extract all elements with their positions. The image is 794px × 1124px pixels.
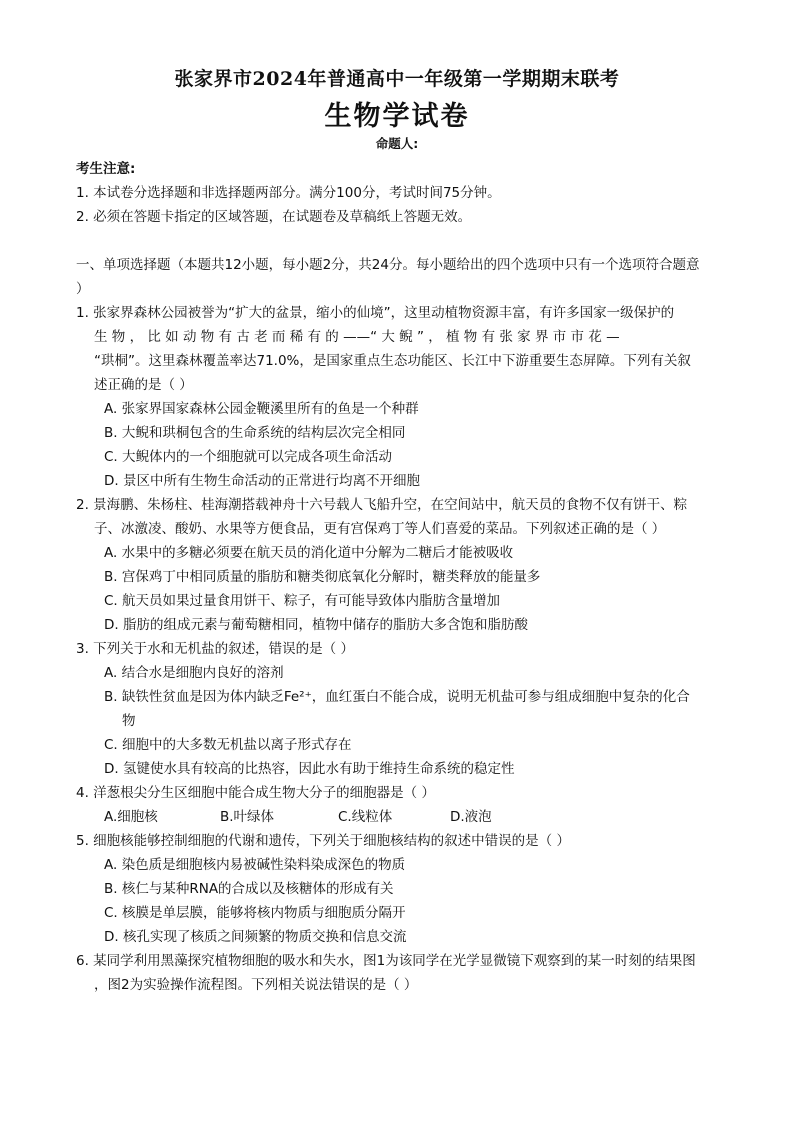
subject-title: 生物学试卷 <box>324 101 470 132</box>
question-1-option-d: D. 景区中所有生物生命活动的正常进行均离不开细胞 <box>104 473 420 489</box>
question-1-stem: “珙桐”。这里森林覆盖率达71.0%，是国家重点生态功能区、长江中下游重要生态屏障。下列有关叙 <box>94 353 691 369</box>
question-4-option-a: A.细胞核 <box>104 809 158 825</box>
question-3-option-a: A. 结合水是细胞内良好的溶剂 <box>104 665 284 681</box>
question-1-stem: 1. 张家界森林公园被誉为“扩大的盆景，缩小的仙境”，这里动植物资源丰富，有许多国家一级保护的 <box>76 305 675 321</box>
question-4-option-d: D.液泡 <box>450 809 492 825</box>
exam-title: 张家界市2024年普通高中一年级第一学期期末联考 <box>174 68 620 90</box>
question-5-option-d: D. 核孔实现了核质之间频繁的物质交换和信息交流 <box>104 929 407 945</box>
question-1-stem: 生 物 ， 比 如 动 物 有 古 老 而 稀 有 的 ——“ 大 鲵 ” ， 植 物 有 张 家 界 市 市 花 — <box>94 329 620 345</box>
question-1-stem: 述正确的是（ ） <box>94 377 193 393</box>
question-5-option-b: B. 核仁与某种RNA的合成以及核糖体的形成有关 <box>104 881 394 897</box>
question-5-stem: 5. 细胞核能够控制细胞的代谢和遗传，下列关于细胞核结构的叙述中错误的是（ ） <box>76 833 570 849</box>
author-label: 命题人: <box>375 136 419 151</box>
question-1-option-a: A. 张家界国家森林公园金鞭溪里所有的鱼是一个种群 <box>104 401 419 417</box>
question-2-option-c: C. 航天员如果过量食用饼干、粽子，有可能导致体内脂肪含量增加 <box>104 593 501 609</box>
question-2-option-a: A. 水果中的多糖必须要在航天员的消化道中分解为二糖后才能被吸收 <box>104 545 514 561</box>
notice-heading: 考生注意: <box>76 161 136 177</box>
question-2-stem: 2. 景海鹏、朱杨柱、桂海潮搭载神舟十六号载人飞船升空，在空间站中，航天员的食物不仅有饼干、粽 <box>76 497 688 513</box>
question-6-stem: ，图2为实验操作流程图。下列相关说法错误的是（ ） <box>94 977 418 993</box>
question-4-option-b: B.叶绿体 <box>220 809 275 825</box>
question-3-option-d: D. 氢键使水具有较高的比热容，因此水有助于维持生命系统的稳定性 <box>104 761 515 777</box>
question-4-stem: 4. 洋葱根尖分生区细胞中能合成生物大分子的细胞器是（ ） <box>76 785 435 801</box>
question-5-option-a: A. 染色质是细胞核内易被碱性染料染成深色的物质 <box>104 857 406 873</box>
notice-item: 1. 本试卷分选择题和非选择题两部分。满分100分，考试时间75分钟。 <box>76 185 501 201</box>
question-6-stem: 6. 某同学利用黑藻探究植物细胞的吸水和失水，图1为该同学在光学显微镜下观察到的某一时刻的结果图 <box>76 953 696 969</box>
question-3-option-b-cont: 物 <box>122 713 136 729</box>
question-2-option-d: D. 脂肪的组成元素与葡萄糖相同，植物中储存的脂肪大多含饱和脂肪酸 <box>104 617 528 633</box>
question-3-option-b: B. 缺铁性贫血是因为体内缺乏Fe²⁺，血红蛋白不能合成，说明无机盐可参与组成细胞中复杂的化合 <box>104 689 690 705</box>
notice-item: 2. 必须在答题卡指定的区域答题，在试题卷及草稿纸上答题无效。 <box>76 209 472 225</box>
question-1-option-b: B. 大鲵和珙桐包含的生命系统的结构层次完全相同 <box>104 425 406 441</box>
question-2-option-b: B. 宫保鸡丁中相同质量的脂肪和糖类彻底氧化分解时，糖类释放的能量多 <box>104 569 541 585</box>
question-2-stem: 子、冰激凌、酸奶、水果等方便食品，更有宫保鸡丁等人们喜爱的菜品。下列叙述正确的是（ ） <box>94 521 666 537</box>
question-5-option-c: C. 核膜是单层膜，能够将核内物质与细胞质分隔开 <box>104 905 406 921</box>
section-heading-cont: ） <box>76 281 90 297</box>
question-3-stem: 3. 下列关于水和无机盐的叙述，错误的是（ ） <box>76 641 354 657</box>
section-heading: 一、单项选择题（本题共12小题，每小题2分，共24分。每小题给出的四个选项中只有一个选项符合题意 <box>76 257 700 273</box>
question-1-option-c: C. 大鲵体内的一个细胞就可以完成各项生命活动 <box>104 449 393 465</box>
question-4-option-c: C.线粒体 <box>338 809 393 825</box>
question-3-option-c: C. 细胞中的大多数无机盐以离子形式存在 <box>104 737 352 753</box>
